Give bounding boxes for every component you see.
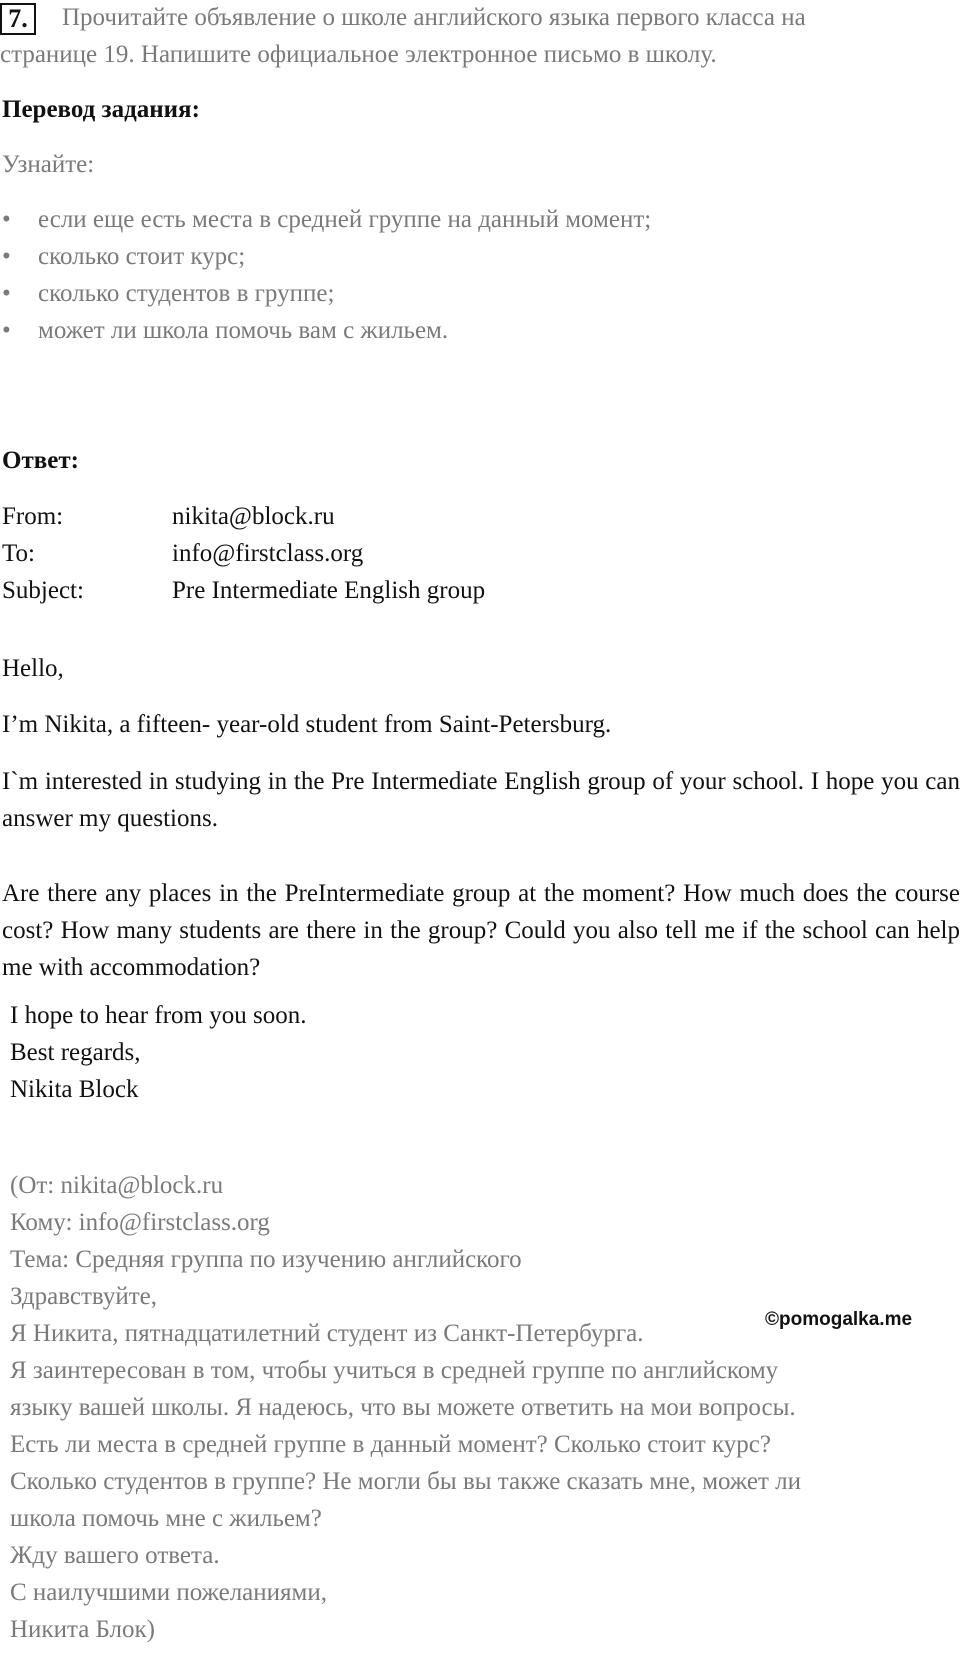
email-closing-regards: Best regards, [10,1039,141,1066]
task-text-line-2: странице 19. Напишите официальное электронное письмо в школу. [0,41,717,68]
site-watermark: ©pomogalka.me [765,1309,913,1330]
bullet-marker: • [2,317,11,344]
email-subject-label: Subject: [2,577,84,604]
ru-line: Здравствуйте, [10,1283,157,1310]
bullet-marker: • [2,243,11,270]
email-to-label: To: [2,540,35,567]
ru-line: Кому: info@firstclass.org [10,1209,270,1236]
email-greeting: Hello, [2,655,64,682]
ru-line: Сколько студентов в группе? Не могли бы вы также сказать мне, может ли [10,1468,801,1495]
ru-line: С наилучшими пожеланиями, [10,1579,327,1606]
bullet-item: сколько студентов в группе; [38,280,335,307]
ru-line: Тема: Средняя группа по изучению английского [10,1246,522,1273]
ru-line: Есть ли места в средней группе в данный момент? Сколько стоит курс? [10,1431,771,1458]
email-to-value: info@firstclass.org [172,540,364,567]
answer-heading: Ответ: [2,447,79,474]
bullet-marker: • [2,206,11,233]
email-interest-paragraph: I`m interested in studying in the Pre Intermediate English group of your school. I hope you can answer my questions. [2,768,960,832]
task-text-line-1: Прочитайте объявление о школе английского языка первого класса на [62,4,806,31]
email-closing-line: I hope to hear from you soon. [10,1002,307,1029]
bullet-item: если еще есть места в средней группе на данный момент; [38,206,652,233]
bullet-item: сколько стоит курс; [38,243,246,270]
email-intro: I’m Nikita, a fifteen- year-old student from Saint-Petersburg. [2,711,612,738]
ru-line: Я заинтересован в том, чтобы учиться в средней группе по английскому [10,1357,779,1384]
ru-line: Жду вашего ответа. [10,1542,220,1569]
bullet-marker: • [2,280,11,307]
ru-line: языку вашей школы. Я надеюсь, что вы можете ответить на мои вопросы. [10,1394,796,1421]
ru-line: школа помочь мне с жильем? [10,1505,322,1532]
email-from-value: nikita@block.ru [172,503,335,530]
ru-line: Я Никита, пятнадцатилетний студент из Санкт-Петербурга. [10,1320,644,1347]
translation-intro: Узнайте: [2,151,95,178]
email-signature: Nikita Block [10,1076,139,1103]
email-subject-value: Pre Intermediate English group [172,577,486,604]
email-questions-paragraph: Are there any places in the PreIntermediate group at the moment? How much does the course cost? How many students are there in the group? Could you also tell me if the school can help me with accommodation? [2,880,960,981]
ru-line: Никита Блок) [10,1616,156,1643]
translation-heading: Перевод задания: [2,96,200,123]
task-number-box: 7. [0,3,36,35]
ru-line: (От: nikita@block.ru [10,1172,224,1199]
email-from-label: From: [2,503,64,530]
bullet-item: может ли школа помочь вам с жильем. [38,317,449,344]
